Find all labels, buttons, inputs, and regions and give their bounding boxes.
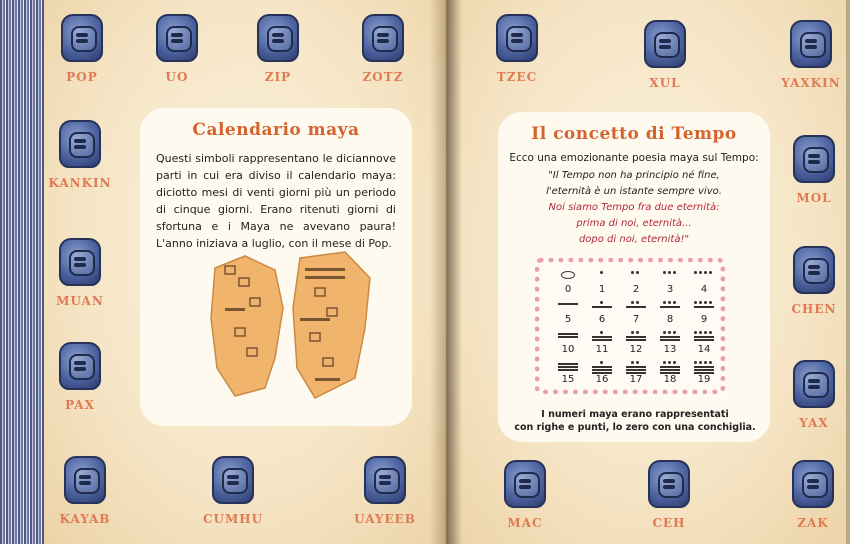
zak-glyph-icon	[792, 460, 834, 508]
maya-number-cell	[656, 357, 684, 385]
maya-poem	[498, 168, 770, 248]
number-bar	[558, 336, 578, 338]
number-dot	[699, 301, 702, 304]
number-bar	[626, 306, 646, 308]
maya-number-cell	[588, 327, 616, 355]
poem-line: prima di noi, eternità...	[576, 218, 692, 229]
number-dot	[704, 361, 707, 364]
glyph-muan	[45, 238, 115, 308]
number-bar	[626, 339, 646, 341]
number-dot	[709, 331, 712, 334]
number-label: 15	[561, 374, 575, 385]
number-label: 6	[598, 314, 606, 325]
maya-number-cell	[588, 267, 616, 295]
mac-glyph-icon	[504, 460, 546, 508]
number-bar	[694, 306, 714, 308]
yax-glyph-icon	[793, 360, 835, 408]
number-label: 8	[666, 314, 674, 325]
maya-number-cell	[622, 327, 650, 355]
glyph-label: CHEN	[791, 302, 837, 316]
glyph-label: MAC	[507, 516, 543, 530]
glyph-label: PAX	[65, 398, 95, 412]
mol-glyph-icon	[793, 135, 835, 183]
kankin-glyph-icon	[59, 120, 101, 168]
number-dot	[694, 271, 697, 274]
number-label: 13	[663, 344, 677, 355]
number-dot	[663, 271, 666, 274]
glyph-label: CUMHU	[202, 512, 264, 526]
number-dot	[673, 271, 676, 274]
ceh-glyph-icon	[648, 460, 690, 508]
number-dot	[668, 271, 671, 274]
poem-line: l'eternità è un istante sempre vivo.	[546, 186, 722, 197]
number-dot	[704, 301, 707, 304]
maya-number-cell	[588, 297, 616, 325]
number-bar	[558, 363, 578, 365]
number-label: 19	[697, 374, 711, 385]
number-bar	[626, 366, 646, 368]
number-dot	[636, 271, 639, 274]
glyph-mac	[490, 460, 560, 530]
number-bar	[558, 333, 578, 335]
glyph-mol	[779, 135, 849, 205]
maya-number-cell	[554, 327, 582, 355]
number-dot	[663, 331, 666, 334]
number-bar	[660, 369, 680, 371]
number-dot	[694, 361, 697, 364]
maya-number-cell	[656, 327, 684, 355]
book-page-edges	[0, 0, 46, 544]
number-label: 12	[629, 344, 643, 355]
number-label: 1	[598, 284, 606, 295]
maya-number-cell	[622, 267, 650, 295]
number-label: 18	[663, 374, 677, 385]
glyph-label: KAYAB	[59, 512, 111, 526]
glyph-uo	[142, 14, 212, 84]
maya-number-cell	[690, 267, 718, 295]
number-caption	[505, 408, 765, 434]
number-dot	[636, 331, 639, 334]
number-dot	[694, 301, 697, 304]
maya-number-cell	[656, 297, 684, 325]
glyph-uayeeb	[350, 456, 420, 526]
number-dot	[694, 331, 697, 334]
glyph-zak	[778, 460, 848, 530]
number-dot	[668, 331, 671, 334]
number-bar	[592, 339, 612, 341]
number-label: 0	[564, 284, 572, 295]
number-label: 14	[697, 344, 711, 355]
glyph-kankin	[45, 120, 115, 190]
yaxkin-glyph-icon	[790, 20, 832, 68]
number-label: 16	[595, 374, 609, 385]
glyph-kayab	[50, 456, 120, 526]
number-bar	[660, 306, 680, 308]
number-bar	[558, 369, 578, 371]
number-dot	[663, 361, 666, 364]
glyph-xul	[630, 20, 700, 90]
caption-line: I numeri maya erano rappresentati	[541, 409, 729, 420]
maya-number-cell	[554, 267, 582, 295]
pax-glyph-icon	[59, 342, 101, 390]
glyph-label: ZIP	[264, 70, 292, 84]
glyph-ceh	[634, 460, 704, 530]
poem-intro: Ecco una emozionante poesia maya sul Tempo:	[509, 152, 759, 164]
maya-number-cell	[656, 267, 684, 295]
glyph-chen	[779, 246, 849, 316]
glyph-label: KANKIN	[48, 176, 112, 190]
number-bar	[626, 336, 646, 338]
kayab-glyph-icon	[64, 456, 106, 504]
number-dot	[673, 331, 676, 334]
number-dot	[600, 301, 603, 304]
number-dot	[631, 331, 634, 334]
number-label: 5	[564, 314, 572, 325]
number-label: 2	[632, 284, 640, 295]
maya-number-cell	[690, 357, 718, 385]
number-dot	[668, 361, 671, 364]
muan-glyph-icon	[59, 238, 101, 286]
number-dot	[636, 361, 639, 364]
maya-number-cell	[622, 297, 650, 325]
glyph-label: MOL	[796, 191, 832, 205]
shell-zero-icon	[561, 271, 575, 279]
glyph-label: TZEC	[496, 70, 538, 84]
number-bar	[626, 369, 646, 371]
maya-number-table	[535, 258, 725, 394]
number-dot	[704, 331, 707, 334]
cumhu-glyph-icon	[212, 456, 254, 504]
number-dot	[600, 271, 603, 274]
glyph-zip	[243, 14, 313, 84]
glyph-cumhu	[198, 456, 268, 526]
number-bar	[558, 303, 578, 305]
glyph-label: XUL	[649, 76, 681, 90]
number-label: 3	[666, 284, 674, 295]
glyph-pop	[47, 14, 117, 84]
number-bar	[592, 336, 612, 338]
maya-number-cell	[588, 357, 616, 385]
number-dot	[699, 361, 702, 364]
number-dot	[699, 271, 702, 274]
number-dot	[709, 271, 712, 274]
glyph-label: YAX	[799, 416, 829, 430]
glyph-label: UO	[165, 70, 189, 84]
tzec-glyph-icon	[496, 14, 538, 62]
zotz-glyph-icon	[362, 14, 404, 62]
number-dot	[636, 301, 639, 304]
number-bar	[694, 339, 714, 341]
number-label: 10	[561, 344, 575, 355]
number-dot	[631, 301, 634, 304]
xul-glyph-icon	[644, 20, 686, 68]
number-dot	[600, 361, 603, 364]
number-label: 4	[700, 284, 708, 295]
caption-line: con righe e punti, lo zero con una conchiglia.	[514, 422, 756, 433]
codex-fragments-illustration	[205, 248, 375, 400]
uo-glyph-icon	[156, 14, 198, 62]
number-label: 7	[632, 314, 640, 325]
number-bar	[694, 366, 714, 368]
glyph-label: MUAN	[56, 294, 104, 308]
number-dot	[709, 301, 712, 304]
pop-glyph-icon	[61, 14, 103, 62]
number-label: 17	[629, 374, 643, 385]
number-dot	[699, 331, 702, 334]
maya-number-cell	[554, 297, 582, 325]
number-dot	[663, 301, 666, 304]
number-dot	[631, 361, 634, 364]
maya-number-cell	[554, 357, 582, 385]
number-bar	[660, 336, 680, 338]
number-bar	[694, 336, 714, 338]
glyph-label: CEH	[652, 516, 686, 530]
glyph-label: ZAK	[797, 516, 829, 530]
number-bar	[592, 306, 612, 308]
glyph-label: POP	[66, 70, 98, 84]
number-dot	[600, 331, 603, 334]
glyph-label: ZOTZ	[362, 70, 404, 84]
maya-number-cell	[690, 297, 718, 325]
chen-glyph-icon	[793, 246, 835, 294]
number-bar	[660, 366, 680, 368]
uayeeb-glyph-icon	[364, 456, 406, 504]
poem-line: "Il Tempo non ha principio né fine,	[548, 170, 720, 181]
number-bar	[558, 366, 578, 368]
number-bar	[592, 369, 612, 371]
number-dot	[704, 271, 707, 274]
glyph-tzec	[482, 14, 552, 84]
calendar-description: Questi simboli rappresentano le diciannove parti in cui era diviso il calendario maya: diciotto mesi di venti giorni più un periodo di cinque giorni. Erano ritenuti giorni di sfortuna e i Maya ne avevano paura! L'anno iniziava a luglio, con il mese di Pop.	[156, 152, 396, 250]
glyph-zotz	[348, 14, 418, 84]
number-dot	[673, 361, 676, 364]
calendar-title: Calendario maya	[192, 120, 360, 140]
maya-number-cell	[690, 327, 718, 355]
glyph-yaxkin	[776, 20, 846, 90]
number-bar	[592, 366, 612, 368]
poem-line: dopo di noi, eternità!"	[578, 234, 690, 245]
glyph-yax	[779, 360, 849, 430]
number-dot	[631, 271, 634, 274]
poem-line: Noi siamo Tempo fra due eternità:	[548, 202, 720, 213]
number-label: 11	[595, 344, 609, 355]
number-bar	[660, 339, 680, 341]
glyph-pax	[45, 342, 115, 412]
number-bar	[694, 369, 714, 371]
number-dot	[673, 301, 676, 304]
zip-glyph-icon	[257, 14, 299, 62]
time-concept-title: Il concetto di Tempo	[531, 124, 737, 144]
glyph-label: YAXKIN	[781, 76, 841, 90]
book-gutter	[430, 0, 462, 544]
number-label: 9	[700, 314, 708, 325]
number-dot	[668, 301, 671, 304]
maya-number-cell	[622, 357, 650, 385]
number-dot	[709, 361, 712, 364]
glyph-label: UAYEEB	[354, 512, 416, 526]
